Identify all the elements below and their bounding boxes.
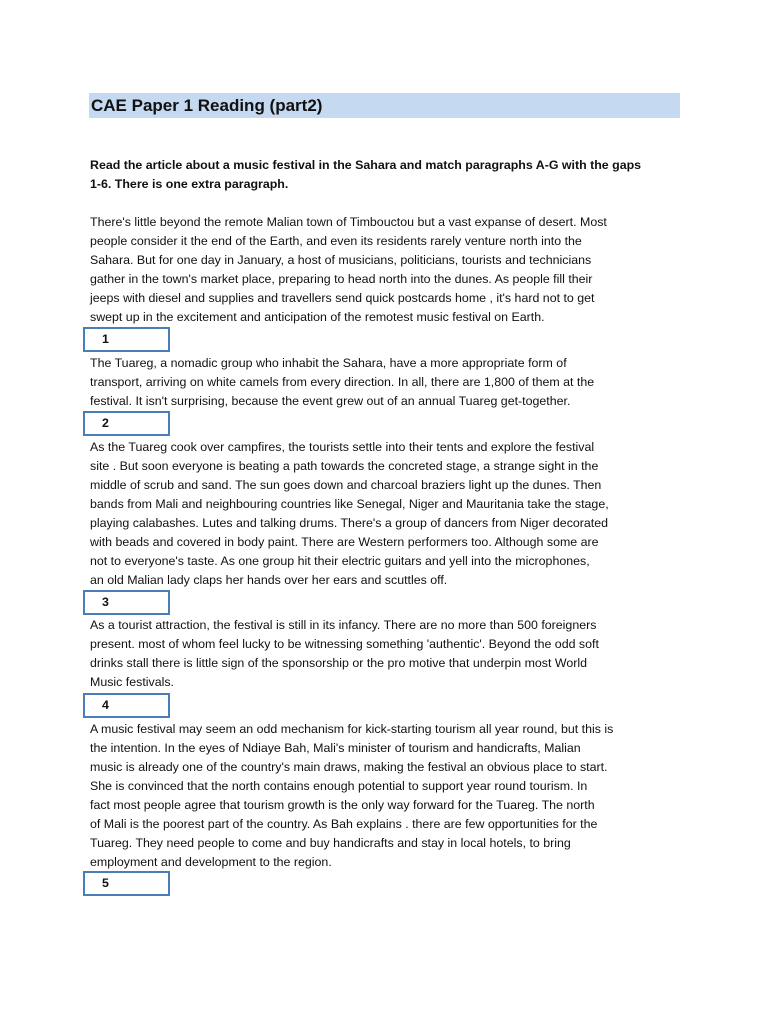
paragraph-line: fact most people agree that tourism growth is the only way forward for the Tuareg. The north (90, 798, 595, 812)
article-paragraph (90, 616, 690, 692)
gap-answer-box-2[interactable]: 2 (83, 411, 170, 436)
gap-answer-box-3[interactable]: 3 (83, 590, 170, 615)
paragraph-line: jeeps with diesel and supplies and travellers send quick postcards home , it's hard not to get (90, 291, 595, 305)
paragraph-line: Tuareg. They need people to come and buy handicrafts and stay in local hotels, to bring (90, 836, 571, 850)
paragraph-line: the intention. In the eyes of Ndiaye Bah, Mali's minister of tourism and handicrafts, Malian (90, 741, 581, 755)
instructions-line: 1-6. There is one extra paragraph. (90, 177, 289, 191)
paragraph-line: transport, arriving on white camels from every direction. In all, there are 1,800 of them at the (90, 375, 595, 389)
gap-answer-box-1[interactable]: 1 (83, 327, 170, 352)
paragraph-line: The Tuareg, a nomadic group who inhabit the Sahara, have a more appropriate form of (90, 356, 567, 370)
paragraph-line: music is already one of the country's main draws, making the festival an obvious place to start. (90, 760, 608, 774)
paragraph-line: swept up in the excitement and anticipation of the remotest music festival on Earth. (90, 310, 545, 324)
instructions (90, 156, 690, 194)
paragraph-line: gather in the town's market place, preparing to head north into the dunes. As people fill their (90, 272, 593, 286)
paragraph-line: of Mali is the poorest part of the country. As Bah explains . there are few opportunities for the (90, 817, 598, 831)
paragraph-line: As a tourist attraction, the festival is still in its infancy. There are no more than 500 foreigners (90, 618, 597, 632)
article-paragraph (90, 720, 690, 872)
paragraph-line: She is convinced that the north contains enough potential to support year round tourism. In (90, 779, 588, 793)
paragraph-line: As the Tuareg cook over campfires, the tourists settle into their tents and explore the festival (90, 440, 595, 454)
paragraph-line: A music festival may seem an odd mechanism for kick-starting tourism all year round, but this is (90, 722, 614, 736)
paragraph-line: Sahara. But for one day in January, a host of musicians, politicians, tourists and technicians (90, 253, 592, 267)
article-paragraph (90, 354, 690, 411)
gap-answer-box-4[interactable]: 4 (83, 693, 170, 718)
paragraph-line: festival. It isn't surprising, because the event grew out of an annual Tuareg get-together. (90, 394, 571, 408)
paragraph-line: bands from Mali and neighbouring countries like Senegal, Niger and Mauritania take the stage, (90, 497, 609, 511)
paragraph-line: There's little beyond the remote Malian town of Timbouctou but a vast expanse of desert. Most (90, 215, 607, 229)
paragraph-line: people consider it the end of the Earth, and even its residents rarely venture north into the (90, 234, 582, 248)
gap-answer-box-5[interactable]: 5 (83, 871, 170, 896)
paragraph-line: with beads and covered in body paint. There are Western performers too. Although some are (90, 535, 599, 549)
paragraph-line: employment and development to the region. (90, 855, 332, 869)
paragraph-line: an old Malian lady claps her hands over her ears and scuttles off. (90, 573, 448, 587)
paragraph-line: Music festivals. (90, 675, 174, 689)
article-paragraph (90, 213, 690, 327)
paragraph-line: middle of scrub and sand. The sun goes down and charcoal braziers light up the dunes. Then (90, 478, 602, 492)
article-paragraph (90, 438, 690, 590)
paragraph-line: site . But soon everyone is beating a path towards the concreted stage, a strange sight in the (90, 459, 599, 473)
paragraph-line: playing calabashes. Lutes and talking drums. There's a group of dancers from Niger decorated (90, 516, 609, 530)
instructions-line: Read the article about a music festival in the Sahara and match paragraphs A-G with the gaps (90, 158, 642, 172)
paragraph-line: drinks stall there is little sign of the sponsorship or the pro motive that underpin most World (90, 656, 588, 670)
paragraph-line: not to everyone's taste. As one group hit their electric guitars and yell into the microphones, (90, 554, 590, 568)
paragraph-line: present. most of whom feel lucky to be witnessing something 'authentic'. Beyond the odd soft (90, 637, 599, 651)
page-title: CAE Paper 1 Reading (part2) (89, 93, 680, 118)
